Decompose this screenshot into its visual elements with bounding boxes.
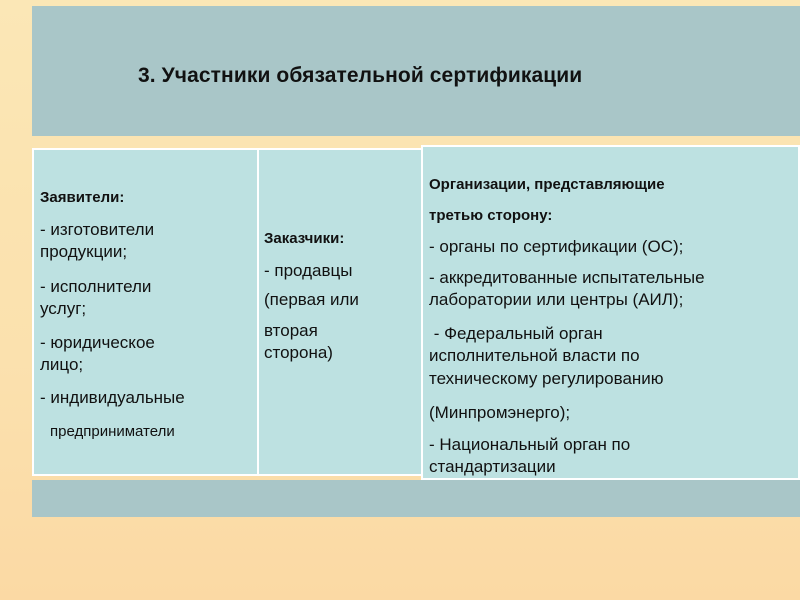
applicants-line: услуг; <box>40 299 87 318</box>
third-party-line: исполнительной власти по <box>429 346 640 365</box>
title-band <box>32 6 800 136</box>
third-party-heading: Организации, представляющие <box>429 176 665 193</box>
customers-panel <box>257 148 423 476</box>
applicants-line: - юридическое <box>40 333 155 352</box>
third-party-line: - Национальный орган по <box>429 435 631 454</box>
third-party-line: - аккредитованные испытательные <box>429 268 705 287</box>
applicants-heading: Заявители: <box>40 189 125 206</box>
applicants-line: - индивидуальные <box>40 388 185 407</box>
customers-line: (первая или <box>264 290 359 309</box>
third-party-line: - Федеральный орган <box>429 324 603 343</box>
customers-heading: Заказчики: <box>264 230 345 247</box>
applicants-line: - исполнители <box>40 277 152 296</box>
third-party-line: техническому регулированию <box>429 369 664 388</box>
customers-line: вторая <box>264 321 318 340</box>
third-party-line: (Минпромэнерго); <box>429 403 571 422</box>
slide-title: 3. Участники обязательной сертификации <box>138 64 583 87</box>
third-party-line: лаборатории или центры (АИЛ); <box>429 290 684 309</box>
third-party-heading: третью сторону: <box>429 207 553 224</box>
customers-line: сторона) <box>264 343 333 362</box>
applicants-line: лицо; <box>40 355 84 374</box>
applicants-line: продукции; <box>40 242 128 261</box>
customers-line: - продавцы <box>264 261 353 280</box>
bottom-band <box>32 480 800 517</box>
third-party-line: - органы по сертификации (ОС); <box>429 237 684 256</box>
applicants-line: предприниматели <box>50 423 175 440</box>
applicants-line: - изготовители <box>40 220 155 239</box>
third-party-line: стандартизации <box>429 457 556 476</box>
